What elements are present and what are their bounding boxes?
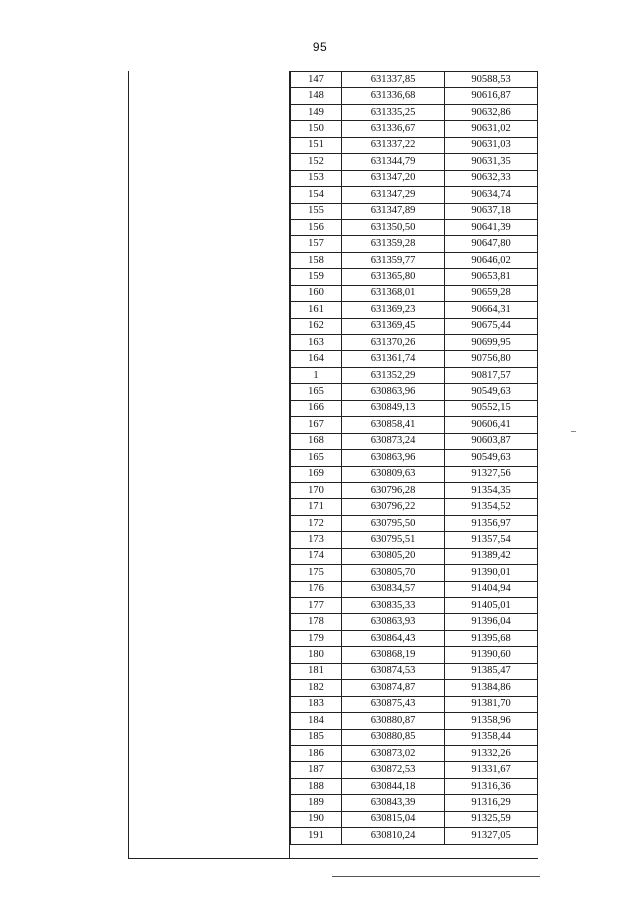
y-coordinate-cell: 91405,01 <box>445 598 538 614</box>
table-row <box>291 828 538 844</box>
point-number-cell: 190 <box>291 811 342 827</box>
point-number-cell: 1 <box>291 367 342 383</box>
point-number-cell: 153 <box>291 170 342 186</box>
x-coordinate-cell: 630795,50 <box>342 515 445 531</box>
table-row <box>291 285 538 301</box>
point-number-cell: 180 <box>291 647 342 663</box>
point-number-cell: 163 <box>291 335 342 351</box>
table-row <box>291 482 538 498</box>
x-coordinate-cell: 631359,77 <box>342 252 445 268</box>
y-coordinate-cell: 91381,70 <box>445 696 538 712</box>
y-coordinate-cell: 90659,28 <box>445 285 538 301</box>
table-row <box>291 680 538 696</box>
x-coordinate-cell: 631361,74 <box>342 351 445 367</box>
scan-artifact <box>571 431 576 432</box>
point-number-cell: 172 <box>291 515 342 531</box>
table-row <box>291 203 538 219</box>
table-row <box>291 367 538 383</box>
point-number-cell: 174 <box>291 548 342 564</box>
x-coordinate-cell: 630874,53 <box>342 663 445 679</box>
table-row <box>291 565 538 581</box>
y-coordinate-cell: 90632,33 <box>445 170 538 186</box>
x-coordinate-cell: 631369,23 <box>342 302 445 318</box>
x-coordinate-cell: 630815,04 <box>342 811 445 827</box>
y-coordinate-cell: 90646,02 <box>445 252 538 268</box>
table-row <box>291 745 538 761</box>
x-coordinate-cell: 630863,93 <box>342 614 445 630</box>
x-coordinate-cell: 630810,24 <box>342 828 445 844</box>
y-coordinate-cell: 90603,87 <box>445 433 538 449</box>
point-number-cell: 187 <box>291 762 342 778</box>
table-row <box>291 88 538 104</box>
table-row <box>291 433 538 449</box>
table-row <box>291 219 538 235</box>
x-coordinate-cell: 630874,87 <box>342 680 445 696</box>
x-coordinate-cell: 630795,51 <box>342 532 445 548</box>
table-row <box>291 450 538 466</box>
point-number-cell: 166 <box>291 400 342 416</box>
x-coordinate-cell: 630796,22 <box>342 499 445 515</box>
y-coordinate-cell: 91389,42 <box>445 548 538 564</box>
point-number-cell: 170 <box>291 482 342 498</box>
table-row <box>291 302 538 318</box>
table-row <box>291 614 538 630</box>
table-row <box>291 548 538 564</box>
y-coordinate-cell: 91358,96 <box>445 713 538 729</box>
x-coordinate-cell: 631347,29 <box>342 187 445 203</box>
x-coordinate-cell: 631335,25 <box>342 104 445 120</box>
point-number-cell: 191 <box>291 828 342 844</box>
table-row <box>291 417 538 433</box>
x-coordinate-cell: 631337,85 <box>342 72 445 88</box>
coordinates-table-body <box>291 72 538 845</box>
y-coordinate-cell: 91357,54 <box>445 532 538 548</box>
x-coordinate-cell: 630880,87 <box>342 713 445 729</box>
y-coordinate-cell: 90606,41 <box>445 417 538 433</box>
x-coordinate-cell: 631347,20 <box>342 170 445 186</box>
point-number-cell: 164 <box>291 351 342 367</box>
y-coordinate-cell: 90756,80 <box>445 351 538 367</box>
point-number-cell: 149 <box>291 104 342 120</box>
x-coordinate-cell: 630880,85 <box>342 729 445 745</box>
y-coordinate-cell: 91316,36 <box>445 778 538 794</box>
y-coordinate-cell: 91404,94 <box>445 581 538 597</box>
table-row <box>291 137 538 153</box>
x-coordinate-cell: 630863,96 <box>342 450 445 466</box>
x-coordinate-cell: 630873,24 <box>342 433 445 449</box>
y-coordinate-cell: 90634,74 <box>445 187 538 203</box>
table-row <box>291 104 538 120</box>
x-coordinate-cell: 631336,67 <box>342 121 445 137</box>
y-coordinate-cell: 90616,87 <box>445 88 538 104</box>
x-coordinate-cell: 630835,33 <box>342 598 445 614</box>
x-coordinate-cell: 631336,68 <box>342 88 445 104</box>
point-number-cell: 185 <box>291 729 342 745</box>
point-number-cell: 156 <box>291 219 342 235</box>
point-number-cell: 169 <box>291 466 342 482</box>
y-coordinate-cell: 90653,81 <box>445 269 538 285</box>
x-coordinate-cell: 631337,22 <box>342 137 445 153</box>
table-row <box>291 515 538 531</box>
x-coordinate-cell: 630875,43 <box>342 696 445 712</box>
page-number: 95 <box>312 40 328 54</box>
point-number-cell: 161 <box>291 302 342 318</box>
x-coordinate-cell: 631370,26 <box>342 335 445 351</box>
x-coordinate-cell: 630873,02 <box>342 745 445 761</box>
table-row <box>291 269 538 285</box>
point-number-cell: 189 <box>291 795 342 811</box>
point-number-cell: 171 <box>291 499 342 515</box>
y-coordinate-cell: 91390,60 <box>445 647 538 663</box>
y-coordinate-cell: 90552,15 <box>445 400 538 416</box>
table-row <box>291 400 538 416</box>
table-row <box>291 351 538 367</box>
y-coordinate-cell: 91332,26 <box>445 745 538 761</box>
y-coordinate-cell: 90817,57 <box>445 367 538 383</box>
point-number-cell: 181 <box>291 663 342 679</box>
table-row <box>291 729 538 745</box>
y-coordinate-cell: 90631,03 <box>445 137 538 153</box>
y-coordinate-cell: 91396,04 <box>445 614 538 630</box>
point-number-cell: 188 <box>291 778 342 794</box>
y-coordinate-cell: 91358,44 <box>445 729 538 745</box>
point-number-cell: 160 <box>291 285 342 301</box>
table-row <box>291 647 538 663</box>
point-number-cell: 167 <box>291 417 342 433</box>
point-number-cell: 165 <box>291 450 342 466</box>
table-row <box>291 696 538 712</box>
x-coordinate-cell: 630849,13 <box>342 400 445 416</box>
y-coordinate-cell: 90632,86 <box>445 104 538 120</box>
table-row <box>291 170 538 186</box>
y-coordinate-cell: 91356,97 <box>445 515 538 531</box>
point-number-cell: 182 <box>291 680 342 696</box>
point-number-cell: 157 <box>291 236 342 252</box>
x-coordinate-cell: 630864,43 <box>342 630 445 646</box>
point-number-cell: 151 <box>291 137 342 153</box>
point-number-cell: 179 <box>291 630 342 646</box>
y-coordinate-cell: 91395,68 <box>445 630 538 646</box>
y-coordinate-cell: 91385,47 <box>445 663 538 679</box>
point-number-cell: 173 <box>291 532 342 548</box>
table-row <box>291 630 538 646</box>
point-number-cell: 176 <box>291 581 342 597</box>
x-coordinate-cell: 631368,01 <box>342 285 445 301</box>
x-coordinate-cell: 630872,53 <box>342 762 445 778</box>
y-coordinate-cell: 91316,29 <box>445 795 538 811</box>
x-coordinate-cell: 630843,39 <box>342 795 445 811</box>
table-row <box>291 795 538 811</box>
y-coordinate-cell: 90631,35 <box>445 154 538 170</box>
table-row <box>291 713 538 729</box>
coordinates-table <box>290 71 538 845</box>
table-row <box>291 663 538 679</box>
table-row <box>291 778 538 794</box>
table-row <box>291 72 538 88</box>
y-coordinate-cell: 91325,59 <box>445 811 538 827</box>
y-coordinate-cell: 90647,80 <box>445 236 538 252</box>
table-row <box>291 811 538 827</box>
y-coordinate-cell: 91331,67 <box>445 762 538 778</box>
table-row <box>291 187 538 203</box>
point-number-cell: 150 <box>291 121 342 137</box>
table-row <box>291 762 538 778</box>
y-coordinate-cell: 91354,35 <box>445 482 538 498</box>
y-coordinate-cell: 91327,56 <box>445 466 538 482</box>
point-number-cell: 186 <box>291 745 342 761</box>
table-row <box>291 581 538 597</box>
x-coordinate-cell: 631350,50 <box>342 219 445 235</box>
x-coordinate-cell: 630834,57 <box>342 581 445 597</box>
y-coordinate-cell: 90699,95 <box>445 335 538 351</box>
x-coordinate-cell: 631352,29 <box>342 367 445 383</box>
table-row <box>291 532 538 548</box>
point-number-cell: 178 <box>291 614 342 630</box>
table-row <box>291 236 538 252</box>
x-coordinate-cell: 630844,18 <box>342 778 445 794</box>
table-row <box>291 384 538 400</box>
x-coordinate-cell: 631344,79 <box>342 154 445 170</box>
table-row <box>291 598 538 614</box>
y-coordinate-cell: 90588,53 <box>445 72 538 88</box>
y-coordinate-cell: 90549,63 <box>445 384 538 400</box>
x-coordinate-cell: 631365,80 <box>342 269 445 285</box>
x-coordinate-cell: 630858,41 <box>342 417 445 433</box>
point-number-cell: 165 <box>291 384 342 400</box>
x-coordinate-cell: 631369,45 <box>342 318 445 334</box>
point-number-cell: 155 <box>291 203 342 219</box>
point-number-cell: 162 <box>291 318 342 334</box>
y-coordinate-cell: 90549,63 <box>445 450 538 466</box>
y-coordinate-cell: 90664,31 <box>445 302 538 318</box>
table-row <box>291 121 538 137</box>
y-coordinate-cell: 91354,52 <box>445 499 538 515</box>
point-number-cell: 177 <box>291 598 342 614</box>
x-coordinate-cell: 630868,19 <box>342 647 445 663</box>
x-coordinate-cell: 630805,70 <box>342 565 445 581</box>
point-number-cell: 183 <box>291 696 342 712</box>
y-coordinate-cell: 90637,18 <box>445 203 538 219</box>
table-row <box>291 335 538 351</box>
point-number-cell: 168 <box>291 433 342 449</box>
y-coordinate-cell: 91384,86 <box>445 680 538 696</box>
y-coordinate-cell: 90641,39 <box>445 219 538 235</box>
point-number-cell: 175 <box>291 565 342 581</box>
x-coordinate-cell: 631359,28 <box>342 236 445 252</box>
point-number-cell: 152 <box>291 154 342 170</box>
table-row <box>291 318 538 334</box>
x-coordinate-cell: 630863,96 <box>342 384 445 400</box>
table-row <box>291 154 538 170</box>
point-number-cell: 159 <box>291 269 342 285</box>
x-coordinate-cell: 631347,89 <box>342 203 445 219</box>
footer-rule <box>332 876 540 877</box>
y-coordinate-cell: 91390,01 <box>445 565 538 581</box>
point-number-cell: 184 <box>291 713 342 729</box>
x-coordinate-cell: 630805,20 <box>342 548 445 564</box>
x-coordinate-cell: 630796,28 <box>342 482 445 498</box>
point-number-cell: 158 <box>291 252 342 268</box>
table-row <box>291 499 538 515</box>
table-row <box>291 466 538 482</box>
y-coordinate-cell: 90675,44 <box>445 318 538 334</box>
table-row <box>291 252 538 268</box>
y-coordinate-cell: 90631,02 <box>445 121 538 137</box>
x-coordinate-cell: 630809,63 <box>342 466 445 482</box>
point-number-cell: 147 <box>291 72 342 88</box>
point-number-cell: 148 <box>291 88 342 104</box>
y-coordinate-cell: 91327,05 <box>445 828 538 844</box>
point-number-cell: 154 <box>291 187 342 203</box>
